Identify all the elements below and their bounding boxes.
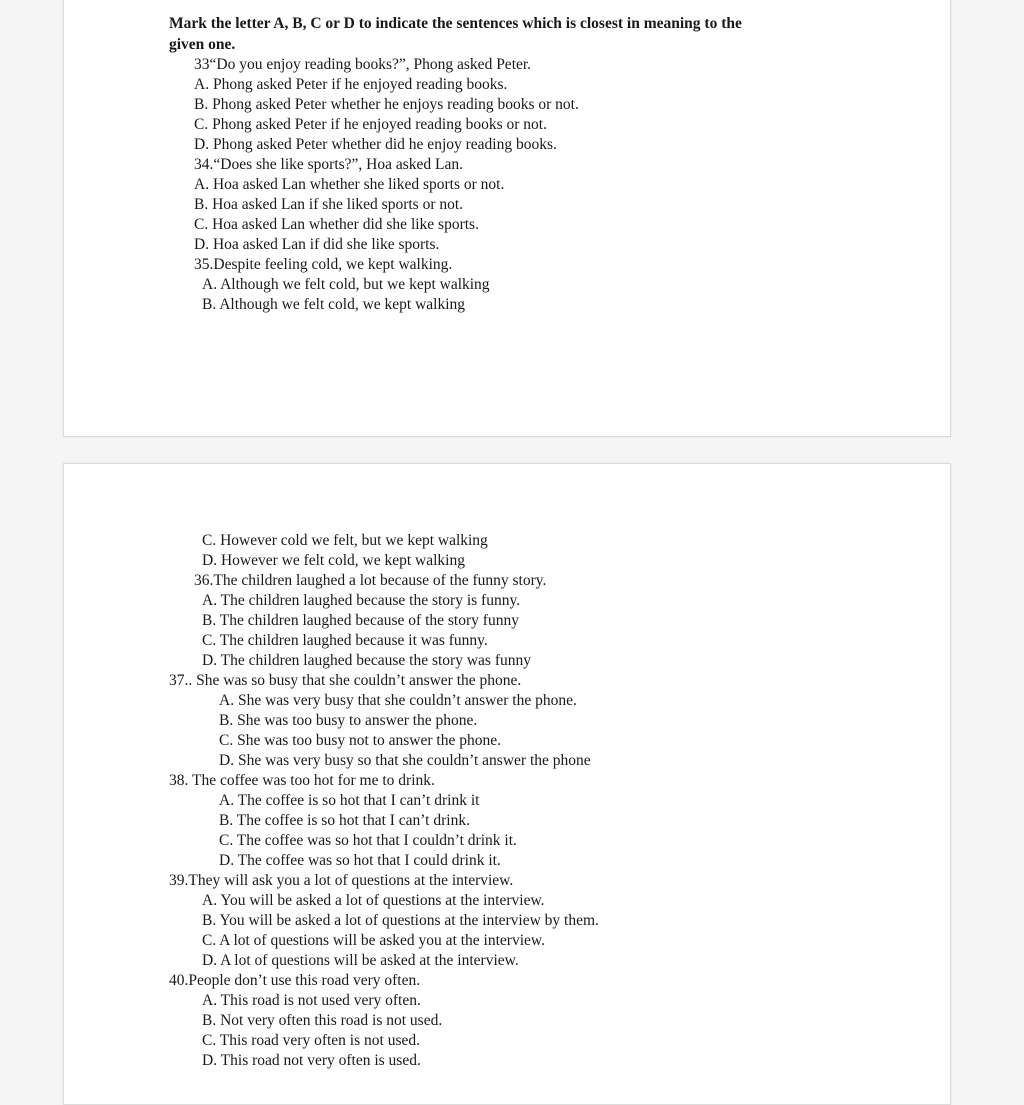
question-38-prompt: 38. The coffee was too hot for me to drink.	[169, 772, 435, 789]
question-36-option-c: C. The children laughed because it was funny.	[202, 632, 488, 649]
question-34-prompt: 34.“Does she like sports?”, Hoa asked Lan.	[194, 156, 464, 173]
question-39-option-c: C. A lot of questions will be asked you at the interview.	[202, 932, 545, 949]
question-38-option-a: A. The coffee is so hot that I can’t drink it	[219, 792, 480, 809]
question-34-option-d: D. Hoa asked Lan if did she like sports.	[194, 236, 440, 253]
question-40-option-c: C. This road very often is not used.	[202, 1032, 420, 1049]
question-40-option-b: B. Not very often this road is not used.	[202, 1012, 443, 1029]
question-36-option-a: A. The children laughed because the story is funny.	[202, 592, 521, 609]
question-35-prompt: 35.Despite feeling cold, we kept walking.	[194, 256, 453, 273]
question-35-option-a: A. Although we felt cold, but we kept walking	[202, 276, 490, 293]
question-39-option-b: B. You will be asked a lot of questions at the interview by them.	[202, 912, 599, 929]
question-36-prompt: 36.The children laughed a lot because of the funny story.	[194, 572, 547, 589]
question-37-option-b: B. She was too busy to answer the phone.	[219, 712, 478, 729]
question-38-option-d: D. The coffee was so hot that I could drink it.	[219, 852, 501, 869]
instructions-line-1: Mark the letter A, B, C or D to indicate the sentences which is closest in meaning to the	[169, 15, 742, 32]
question-40-option-d: D. This road not very often is used.	[202, 1052, 421, 1069]
question-39-prompt: 39.They will ask you a lot of questions at the interview.	[169, 872, 514, 889]
document-page-2	[63, 463, 951, 1105]
question-38-option-b: B. The coffee is so hot that I can’t drink.	[219, 812, 470, 829]
question-37-option-a: A. She was very busy that she couldn’t answer the phone.	[219, 692, 577, 709]
question-36-option-d: D. The children laughed because the story was funny	[202, 652, 531, 669]
question-37-option-d: D. She was very busy so that she couldn’t answer the phone	[219, 752, 591, 769]
question-33-prompt: 33“Do you enjoy reading books?”, Phong asked Peter.	[194, 56, 532, 73]
question-34-option-c: C. Hoa asked Lan whether did she like sports.	[194, 216, 479, 233]
question-40-option-a: A. This road is not used very often.	[202, 992, 421, 1009]
question-33-option-a: A. Phong asked Peter if he enjoyed reading books.	[194, 76, 508, 93]
question-34-option-a: A. Hoa asked Lan whether she liked sports or not.	[194, 176, 505, 193]
document-page-1	[63, 0, 951, 437]
question-37-option-c: C. She was too busy not to answer the phone.	[219, 732, 501, 749]
question-39-option-a: A. You will be asked a lot of questions at the interview.	[202, 892, 545, 909]
instructions-line-2: given one.	[169, 36, 236, 53]
question-36-option-b: B. The children laughed because of the story funny	[202, 612, 519, 629]
question-40-prompt: 40.People don’t use this road very often.	[169, 972, 421, 989]
question-33-option-c: C. Phong asked Peter if he enjoyed reading books or not.	[194, 116, 547, 133]
question-35-option-d: D. However we felt cold, we kept walking	[202, 552, 465, 569]
question-39-option-d: D. A lot of questions will be asked at the interview.	[202, 952, 519, 969]
question-37-prompt: 37.. She was so busy that she couldn’t answer the phone.	[169, 672, 522, 689]
question-34-option-b: B. Hoa asked Lan if she liked sports or not.	[194, 196, 464, 213]
question-33-option-b: B. Phong asked Peter whether he enjoys reading books or not.	[194, 96, 579, 113]
question-33-option-d: D. Phong asked Peter whether did he enjoy reading books.	[194, 136, 557, 153]
question-38-option-c: C. The coffee was so hot that I couldn’t drink it.	[219, 832, 517, 849]
question-35-option-c: C. However cold we felt, but we kept walking	[202, 532, 488, 549]
question-35-option-b: B. Although we felt cold, we kept walking	[202, 296, 466, 313]
